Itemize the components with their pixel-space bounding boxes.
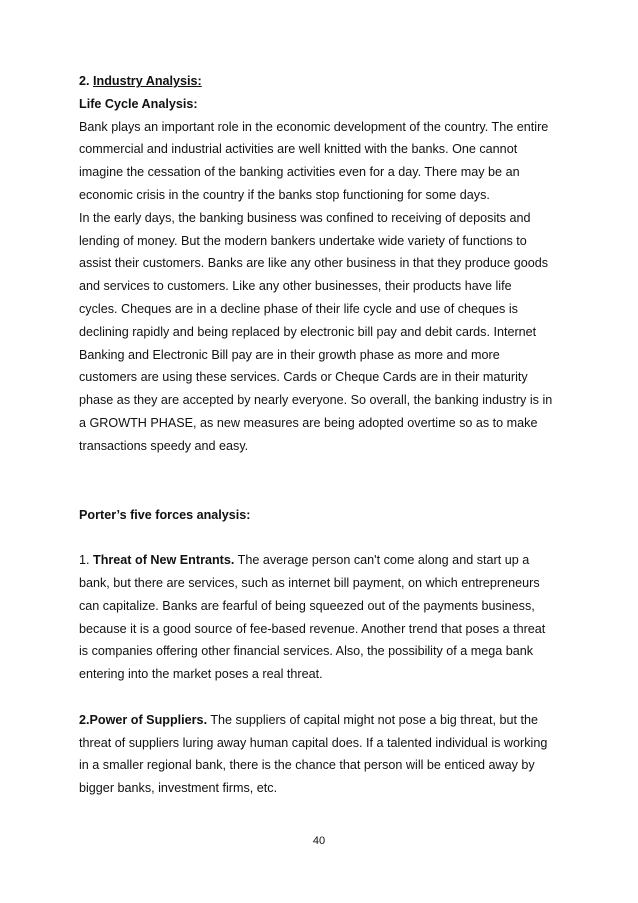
spacer	[79, 458, 563, 504]
life-cycle-paragraph	[79, 116, 563, 458]
paragraph-line: imagine the cessation of the banking activities even for a day. There may be an	[79, 165, 520, 180]
paragraph-line: in a smaller regional bank, there is the chance that person will be enticed away by	[79, 758, 535, 773]
paragraph-line: entering into the market poses a real threat.	[79, 667, 323, 682]
paragraph-line: declining rapidly and being replaced by electronic bill pay and debit cards. Internet	[79, 324, 537, 339]
force-1-first-line: The average person can't come along and start up a	[237, 553, 530, 568]
paragraph-line: In the early days, the banking business was confined to receiving of deposits and	[79, 210, 531, 225]
paragraph-line: phase as they are accepted by nearly everyone. So overall, the banking industry is in	[79, 393, 553, 408]
paragraph-line: can capitalize. Banks are fearful of being squeezed out of the payments business,	[79, 598, 535, 613]
paragraph-line: economic crisis in the country if the banks stop functioning for some days.	[79, 187, 490, 202]
paragraph-line	[79, 709, 563, 732]
paragraph-line: bigger banks, investment firms, etc.	[79, 781, 278, 796]
paragraph-line: bank, but there are services, such as internet bill payment, on which entrepreneurs	[79, 575, 540, 590]
paragraph-line	[79, 549, 563, 572]
paragraph-line: threat of suppliers luring away human capital does. If a talented individual is working	[79, 735, 548, 750]
paragraph-line: cycles. Cheques are in a decline phase of their life cycle and use of cheques is	[79, 301, 518, 316]
porter-heading: Porter’s five forces analysis:	[79, 507, 251, 522]
document-page	[79, 70, 563, 800]
paragraph-line: because it is a good source of fee-based revenue. Another trend that poses a threat	[79, 621, 546, 636]
life-cycle-heading: Life Cycle Analysis:	[79, 96, 198, 111]
paragraph-line: Bank plays an important role in the economic development of the country. The entire	[79, 119, 549, 134]
paragraph-line: assist their customers. Banks are like any other business in that they produce goods	[79, 256, 549, 271]
spacer	[79, 686, 563, 709]
force-2-title: 2.Power of Suppliers.	[79, 712, 208, 727]
paragraph-line: commercial and industrial activities are well knitted with the banks. One cannot	[79, 142, 518, 157]
paragraph-line: transactions speedy and easy.	[79, 438, 249, 453]
page-number: 40	[312, 835, 326, 847]
section-heading	[79, 70, 563, 93]
paragraph-line: a GROWTH PHASE, as new measures are being adopted overtime so as to make	[79, 415, 538, 430]
force-2-first-line: The suppliers of capital might not pose a big threat, but the	[210, 712, 538, 727]
force-1-number: 1.	[79, 553, 90, 568]
section-number: 2.	[79, 74, 90, 88]
paragraph-line: and services to customers. Like any other businesses, their products have life	[79, 279, 512, 294]
section-title: Industry Analysis:	[93, 74, 202, 88]
force-1-title: Threat of New Entrants.	[93, 553, 235, 568]
force-1-paragraph	[79, 549, 563, 686]
spacer	[79, 526, 563, 549]
force-2-paragraph	[79, 709, 563, 800]
paragraph-line: is companies offering other financial services. Also, the possibility of a mega bank	[79, 644, 534, 659]
paragraph-line: lending of money. But the modern bankers undertake wide variety of functions to	[79, 233, 527, 248]
paragraph-line: customers are using these services. Cards or Cheque Cards are in their maturity	[79, 370, 528, 385]
paragraph-line: Banking and Electronic Bill pay are in their growth phase as more and more	[79, 347, 500, 362]
